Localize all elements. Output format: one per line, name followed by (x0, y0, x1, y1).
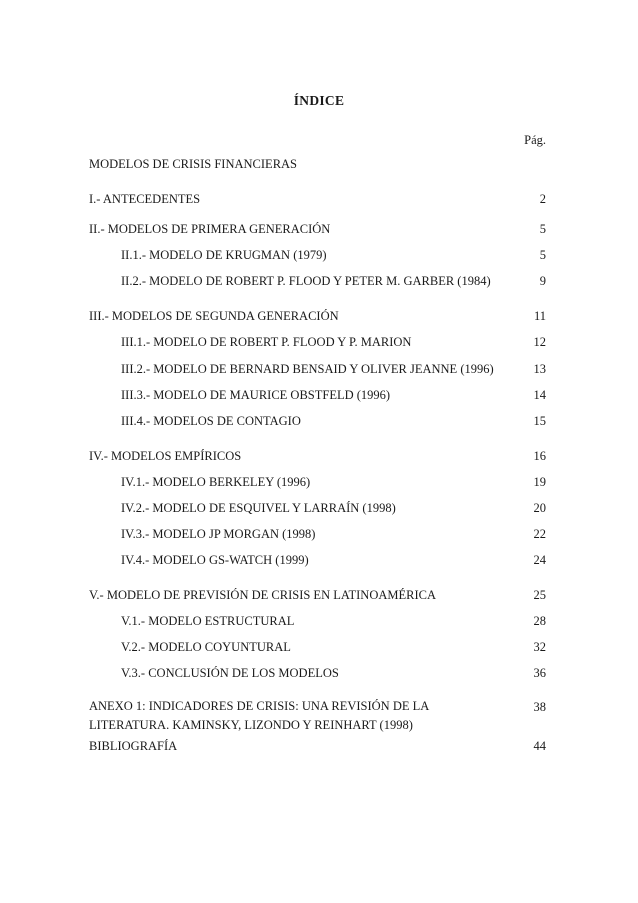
toc-entry-page: 25 (533, 588, 546, 602)
toc-entry-page: 5 (539, 222, 546, 236)
toc-entry-page: 12 (533, 335, 546, 349)
toc-entry-label: V.2.- MODELO COYUNTURAL (121, 640, 291, 654)
toc-entry-label: IV.1.- MODELO BERKELEY (1996) (121, 475, 311, 489)
toc-entry-page: 14 (533, 388, 546, 402)
toc-entry-page: 38 (533, 700, 546, 714)
toc-entry-page: 22 (533, 527, 546, 541)
toc-entry-page: 16 (533, 449, 546, 463)
section-heading-label: MODELOS DE CRISIS FINANCIERAS (89, 157, 298, 171)
toc-entry-page: 13 (533, 362, 546, 376)
toc-entry-label: V.3.- CONCLUSIÓN DE LOS MODELOS (121, 666, 339, 680)
toc-entry-label: IV.2.- MODELO DE ESQUIVEL Y LARRAÍN (1998) (121, 501, 396, 515)
toc-entry-label: I.- ANTECEDENTES (89, 192, 201, 206)
toc-entry-label: II.- MODELOS DE PRIMERA GENERACIÓN (89, 222, 331, 236)
toc-entry-page: 20 (533, 501, 546, 515)
toc-entry-page: 2 (539, 192, 546, 206)
page-column-label: Pág. (524, 133, 546, 147)
toc-entry-label: III.2.- MODELO DE BERNARD BENSAID Y OLIVER JEANNE (1996) (121, 362, 494, 376)
toc-entry-page: 24 (533, 553, 546, 567)
toc-entry-label: V.1.- MODELO ESTRUCTURAL (121, 614, 295, 628)
toc-entry-label: III.- MODELOS DE SEGUNDA GENERACIÓN (89, 309, 339, 323)
toc-entry-label: III.3.- MODELO DE MAURICE OBSTFELD (1996) (121, 388, 391, 402)
toc-entry-page: 44 (533, 739, 546, 753)
toc-entry-page: 28 (533, 614, 546, 628)
toc-entry-label: II.2.- MODELO DE ROBERT P. FLOOD Y PETER M. GARBER (1984) (121, 274, 491, 288)
toc-entry-label: ANEXO 1: INDICADORES DE CRISIS: UNA REVISIÓN DE LA LITERATURA. KAMINSKY, LIZONDO Y REINHART (1998) (89, 699, 429, 732)
toc-entry-label: III.1.- MODELO DE ROBERT P. FLOOD Y P. MARION (121, 335, 412, 349)
toc-entry-page: 19 (533, 475, 546, 489)
toc-entry-label: III.4.- MODELOS DE CONTAGIO (121, 414, 301, 428)
toc-entry-label: II.1.- MODELO DE KRUGMAN (1979) (121, 248, 327, 262)
toc-entry-label: BIBLIOGRAFÍA (89, 739, 178, 753)
toc-entry-page: 5 (539, 248, 546, 262)
toc-entry-page: 15 (533, 414, 546, 428)
page-title: ÍNDICE (293, 93, 345, 108)
toc-entry-page: 36 (533, 666, 546, 680)
toc-entry-label: IV.3.- MODELO JP MORGAN (1998) (121, 527, 316, 541)
toc-entry-label: IV.- MODELOS EMPÍRICOS (89, 449, 242, 463)
toc-entry-page: 11 (533, 309, 546, 323)
toc-entry-page: 9 (539, 274, 546, 288)
toc-entry-label: IV.4.- MODELO GS-WATCH (1999) (121, 553, 309, 567)
toc-entry-page: 32 (533, 640, 546, 654)
toc-entry-label: V.- MODELO DE PREVISIÓN DE CRISIS EN LATINOAMÉRICA (89, 588, 436, 602)
